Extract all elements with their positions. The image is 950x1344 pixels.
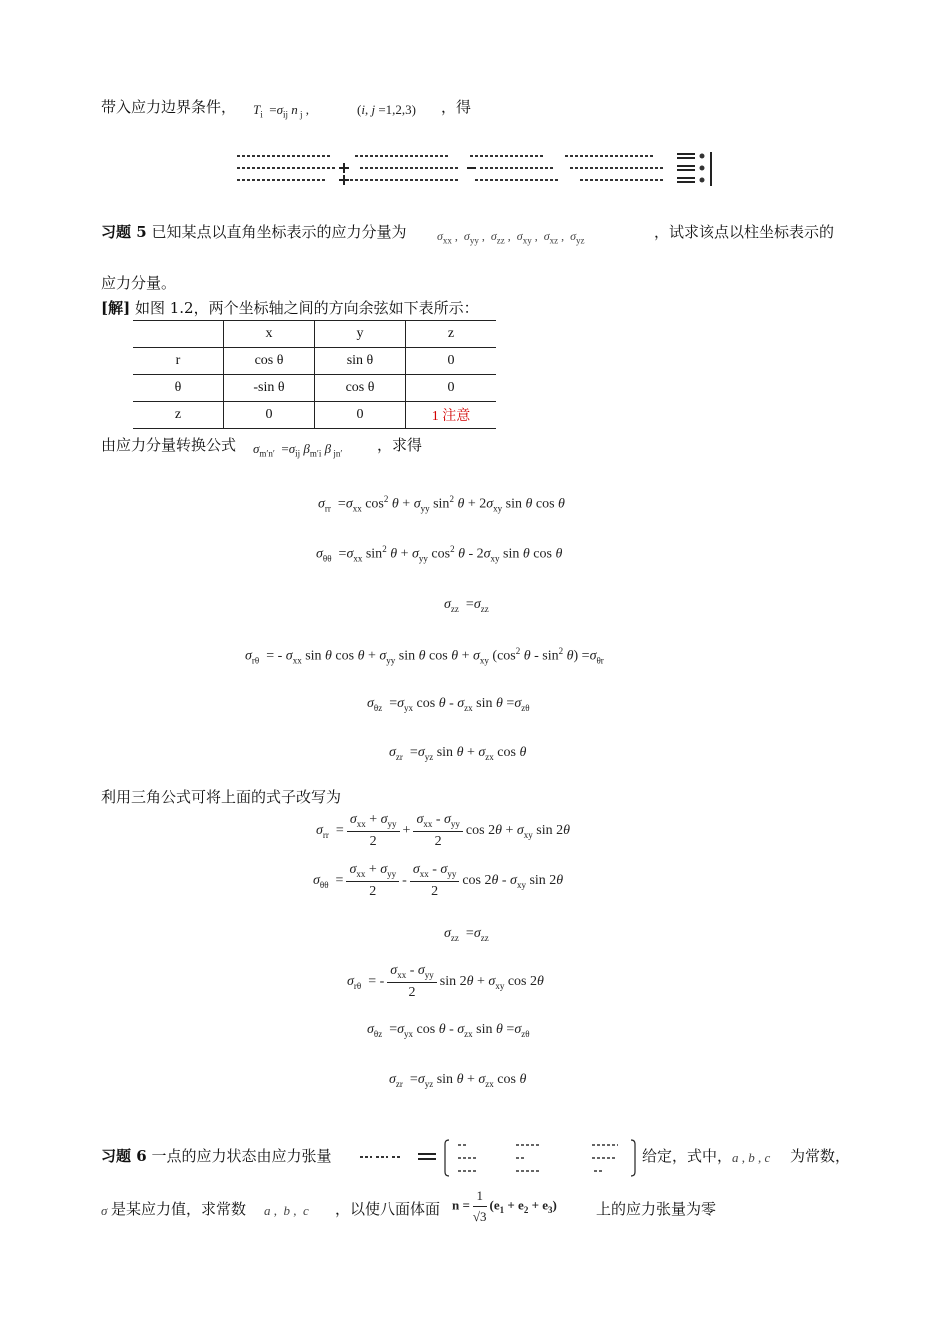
trig-line: 利用三角公式可将上面的式子改写为 — [101, 788, 342, 806]
problem6-line1 — [101, 1145, 331, 1166]
solution-line — [101, 297, 479, 318]
problem5-text: 已知某点以直角坐标表示的应力分量为 — [146, 223, 407, 241]
table-cell: 0 — [315, 402, 406, 429]
problem6-line2a: 是某应力值，求常数 — [111, 1200, 247, 1218]
table-cell: sin θ — [315, 348, 406, 375]
eq2-sigma-thetaz: $\sigma_{\theta z} =\sigma_{yx}$ cos θ - $\sigma_{zx}$ $\sin \theta =\sigma_{z\theta}$ — [367, 1022, 530, 1039]
eq-sigma-thetatheta: $\sigma_{\theta\theta} =\sigma_{xx}$ $\sin^2 \theta + \sigma_{yy}$ $\cos^2 \theta - 2\sigma_{xy}$ sin θ cos θ — [316, 544, 563, 564]
garbled-tensor-symbol — [358, 1148, 440, 1164]
stress-tensor-matrix — [444, 1138, 636, 1178]
intro-end: ，得 — [441, 98, 472, 116]
garbled-equation-image — [235, 150, 715, 188]
direction-cosine-table — [133, 320, 496, 429]
table-cell: 0 — [224, 402, 315, 429]
table-cell: 0 — [406, 348, 497, 375]
eq-sigma-rtheta: $\sigma_{r\theta}$ = - $\sigma_{xx}$ sin θ $\cos \theta + \sigma_{yy}$ sin θ $\cos \theta + \sigma_{xy}$ ($\cos^2$ $\theta - \sin^2 \theta) =\sigma_{\theta r}$ — [245, 646, 604, 666]
transform-line: 由应力分量转换公式 — [101, 436, 237, 454]
table-row — [133, 348, 496, 375]
table-header-cell: y — [315, 321, 406, 348]
table-cell: θ — [133, 375, 224, 402]
table-cell: cos θ — [315, 375, 406, 402]
eq-sigma-zz: $\sigma_{zz} =\sigma_{zz}$ — [444, 597, 489, 614]
table-header-cell: z — [406, 321, 497, 348]
eq2-sigma-zz: $\sigma_{zz} =\sigma_{zz}$ — [444, 926, 489, 943]
table-header-cell — [133, 321, 224, 348]
table-row — [133, 402, 496, 429]
problem6-line2c: 上的应力张量为零 — [596, 1200, 717, 1218]
table-cell: r — [133, 348, 224, 375]
problem6-text: 一点的应力状态由应力张量 — [146, 1147, 332, 1165]
octahedral-normal: n = $\frac{1}{√3}$ $(e_1 + e_2 + e_3)$ — [452, 1188, 557, 1224]
eq-sigma-rr: $\sigma_{rr} =\sigma_{xx}$ $\cos^2 \theta + \sigma_{yy}$ $\sin^2 \theta + 2\sigma_{xy}$ sin θ cos θ — [318, 494, 565, 514]
intro-line — [101, 96, 236, 117]
problem5-tail: ，试求该点以柱坐标表示的 — [654, 223, 835, 241]
transform-end: ，求得 — [377, 436, 423, 454]
intro-range: (i, j =1,2,3) — [357, 102, 417, 117]
solution-text: 如图 1.2，两个坐标轴之间的方向余弦如下表所示： — [130, 299, 479, 317]
eq2-sigma-rtheta: $\sigma_{r\theta}$ = - $\frac{\sigma_{xx} - \sigma_{yy}}{2}$ $\sin 2\theta + \sigma_{xy}$ cos 2θ — [347, 963, 544, 1000]
intro-eq: $T_i =\sigma_{ij}$ n $_j$ , — [253, 102, 310, 120]
problem5-line2: 应力分量。 — [101, 274, 177, 292]
table-cell: 0 — [406, 375, 497, 402]
table-cell: cos θ — [224, 348, 315, 375]
problem6-line2b: ，以使八面体面 — [335, 1200, 441, 1218]
problem6-mid: 给定，式中， — [642, 1147, 733, 1165]
transform-formula: $\sigma_{m'n'} =\sigma_{ij}$ $\beta_{m'i}$ β $_{jn'}$ — [253, 441, 343, 459]
table-cell: -sin θ — [224, 375, 315, 402]
eq2-sigma-zr: $\sigma_{zr} =\sigma_{yz}$ $\sin \theta + \sigma_{zx}$ cos θ — [389, 1072, 527, 1089]
stress-components: $\sigma_{xx}$ , $\sigma_{yy}$ , $\sigma_{zz}$ , $\sigma_{xy}$ , $\sigma_{xz}$ , $\sigma_{yz}$ — [437, 229, 585, 246]
eq2-sigma-thetatheta: $\sigma_{\theta\theta}$ = $\frac{\sigma_{xx} + \sigma_{yy}}{2}$ - $\frac{\sigma_{xx} - \sigma_{yy}}{2}$ $\cos 2\theta - \sigma_{xy}$ sin 2θ — [313, 862, 564, 899]
eq-sigma-thetaz: $\sigma_{\theta z} =\sigma_{yx}$ cos θ - $\sigma_{zx}$ $\sin \theta =\sigma_{z\theta}$ — [367, 696, 530, 713]
eq-sigma-zr: $\sigma_{zr} =\sigma_{yz}$ $\sin \theta + \sigma_{zx}$ cos θ — [389, 745, 527, 762]
problem6-label: 习题 6 — [101, 1147, 147, 1165]
constants-abc: a , b , c — [732, 1150, 771, 1165]
table-row — [133, 375, 496, 402]
table-note-cell: 1 注意 — [406, 402, 497, 429]
constants-abc-2: a , b , c — [264, 1203, 309, 1218]
problem5-label: 习题 5 — [101, 223, 147, 241]
eq2-sigma-rr: $\sigma_{rr}$ = $\frac{\sigma_{xx} + \sigma_{yy}}{2}$ + $\frac{\sigma_{xx} - \sigma_{yy}}{2}$ $\cos 2\theta + \sigma_{xy}$ sin 2θ — [316, 812, 571, 849]
table-header-cell: x — [224, 321, 315, 348]
sigma-symbol: σ — [101, 1203, 108, 1218]
intro-text: 带入应力边界条件， — [101, 98, 237, 116]
solution-label: [解] — [101, 299, 131, 317]
problem6-abc-end: 为常数， — [790, 1147, 851, 1165]
table-header-row — [133, 321, 496, 348]
table-cell: z — [133, 402, 224, 429]
problem5-line1 — [101, 221, 406, 242]
